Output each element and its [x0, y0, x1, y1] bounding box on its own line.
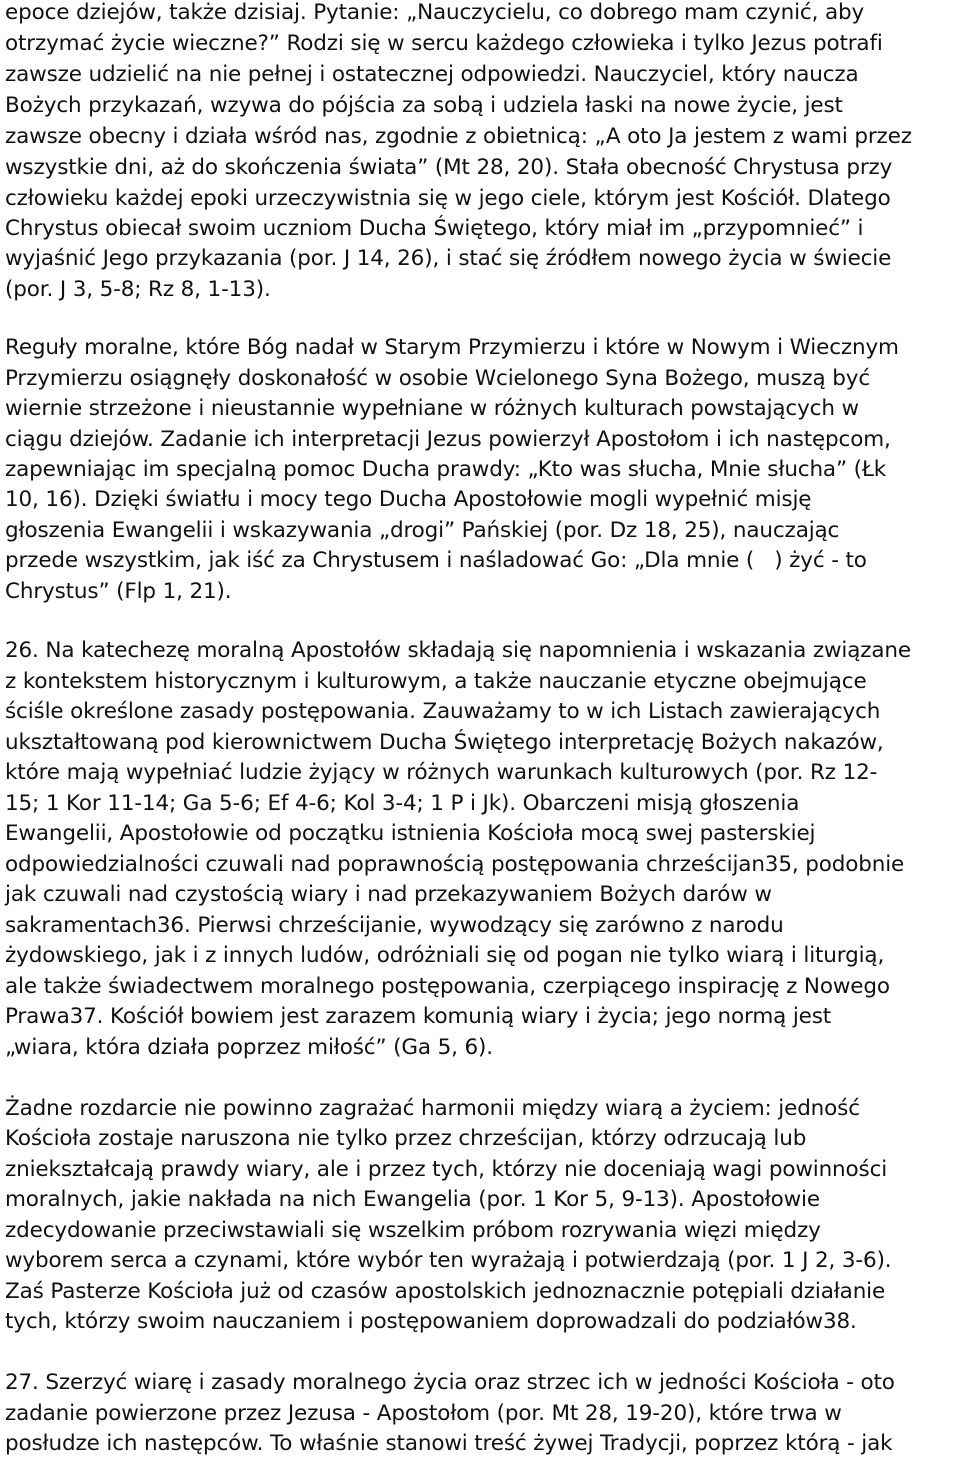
text-line: 26. Na katechezę moralną Apostołów składają się napomnienia i wskazania związane: [5, 638, 911, 663]
text-line: tych, którzy swoim nauczaniem i postępowaniem doprowadzali do podziałów38.: [5, 1309, 857, 1334]
text-line: epoce dziejów, także dzisiaj. Pytanie: „Nauczycielu, co dobrego mam czynić, aby: [5, 0, 865, 25]
text-line: z kontekstem historycznym i kulturowym, a także nauczanie etyczne obejmujące: [5, 669, 867, 694]
text-line: zapewniając im specjalną pomoc Ducha prawdy: „Kto was słucha, Mnie słucha” (Łk: [5, 457, 887, 482]
text-line: żydowskiego, jak i z innych ludów, odróżniali się od pogan nie tylko wiarą i liturgią,: [5, 943, 885, 968]
text-line: Reguły moralne, które Bóg nadał w Starym Przymierzu i które w Nowym i Wiecznym: [5, 335, 899, 360]
text-line: przede wszystkim, jak iść za Chrystusem i naśladować Go: „Dla mnie ( ) żyć - to: [5, 548, 867, 573]
text-line: wszystkie dni, aż do skończenia świata” (Mt 28, 20). Stała obecność Chrystusa przy: [5, 155, 893, 180]
text-line: Bożych przykazań, wzywa do pójścia za sobą i udziela łaski na nowe życie, jest: [5, 93, 843, 118]
text-line: moralnych, jakie nakłada na nich Ewangelia (por. 1 Kor 5, 9-13). Apostołowie: [5, 1187, 820, 1212]
text-line: Chrystus obiecał swoim uczniom Ducha Świętego, który miał im „przypomnieć” i: [5, 216, 864, 241]
text-line: 27. Szerzyć wiarę i zasady moralnego życia oraz strzec ich w jedności Kościoła - oto: [5, 1370, 895, 1395]
text-line: zdecydowanie przeciwstawiali się wszelkim próbom rozrywania więzi między: [5, 1218, 821, 1243]
text-line: Prawa37. Kościół bowiem jest zarazem komunią wiary i życia; jego normą jest: [5, 1004, 832, 1029]
text-line: (por. J 3, 5-8; Rz 8, 1-13).: [5, 277, 271, 302]
text-line: wyjaśnić Jego przykazania (por. J 14, 26), i stać się źródłem nowego życia w świecie: [5, 246, 892, 271]
text-line: Ewangelii, Apostołowie od początku istnienia Kościoła mocą swej pasterskiej: [5, 821, 816, 846]
text-line: sakramentach36. Pierwsi chrześcijanie, wywodzący się zarówno z narodu: [5, 913, 784, 938]
text-line: Przymierzu osiągnęły doskonałość w osobie Wcielonego Syna Bożego, muszą być: [5, 366, 871, 391]
text-line: otrzymać życie wieczne?” Rodzi się w sercu każdego człowieka i tylko Jezus potrafi: [5, 31, 883, 56]
text-line: Żadne rozdarcie nie powinno zagrażać harmonii między wiarą a życiem: jedność: [5, 1096, 860, 1121]
text-line: jak czuwali nad czystością wiary i nad przekazywaniem Bożych darów w: [5, 882, 772, 907]
text-line: ściśle określone zasady postępowania. Zauważamy to w ich Listach zawierających: [5, 699, 881, 724]
text-line: ciągu dziejów. Zadanie ich interpretacji Jezus powierzył Apostołom i ich następcom,: [5, 427, 891, 452]
text-line: 15; 1 Kor 11-14; Ga 5-6; Ef 4-6; Kol 3-4; 1 P i Jk). Obarczeni misją głoszenia: [5, 791, 800, 816]
text-line: 10, 16). Dzięki światłu i mocy tego Ducha Apostołowie mogli wypełnić misję: [5, 487, 812, 512]
text-line: Kościoła zostaje naruszona nie tylko przez chrześcijan, którzy odrzucają lub: [5, 1126, 807, 1151]
text-line: ukształtowaną pod kierownictwem Ducha Świętego interpretację Bożych nakazów,: [5, 730, 884, 755]
text-line: Chrystus” (Flp 1, 21).: [5, 579, 232, 604]
text-line: głoszenia Ewangelii i wskazywania „drogi” Pańskiej (por. Dz 18, 25), nauczając: [5, 518, 840, 543]
text-line: Zaś Pasterze Kościoła już od czasów apostolskich jednoznacznie potępiali działanie: [5, 1279, 886, 1304]
text-line: człowieku każdej epoki urzeczywistnia się w jego ciele, którym jest Kościół. Dlatego: [5, 186, 891, 211]
text-line: zniekształcają prawdy wiary, ale i przez tych, którzy nie doceniają wagi powinności: [5, 1157, 888, 1182]
text-line: „wiara, która działa poprzez miłość” (Ga 5, 6).: [5, 1035, 493, 1060]
text-line: ale także świadectwem moralnego postępowania, czerpiącego inspirację z Nowego: [5, 974, 890, 999]
text-line: posłudze ich następców. To właśnie stanowi treść żywej Tradycji, poprzez którą - jak: [5, 1431, 893, 1456]
text-line: zawsze udzielić na nie pełnej i ostatecznej odpowiedzi. Nauczyciel, który naucza: [5, 62, 859, 87]
text-line: wiernie strzeżone i nieustannie wypełniane w różnych kulturach powstających w: [5, 396, 859, 421]
text-line: zawsze obecny i działa wśród nas, zgodnie z obietnicą: „A oto Ja jestem z wami przez: [5, 124, 912, 149]
text-line: zadanie powierzone przez Jezusa - Apostołom (por. Mt 28, 19-20), które trwa w: [5, 1401, 842, 1426]
text-line: wyborem serca a czynami, które wybór ten wyrażają i potwierdzają (por. 1 J 2, 3-6).: [5, 1248, 892, 1273]
text-line: które mają wypełniać ludzie żyjący w różnych warunkach kulturowych (por. Rz 12-: [5, 760, 878, 785]
text-line: odpowiedzialności czuwali nad poprawnością postępowania chrześcijan35, podobnie: [5, 852, 905, 877]
